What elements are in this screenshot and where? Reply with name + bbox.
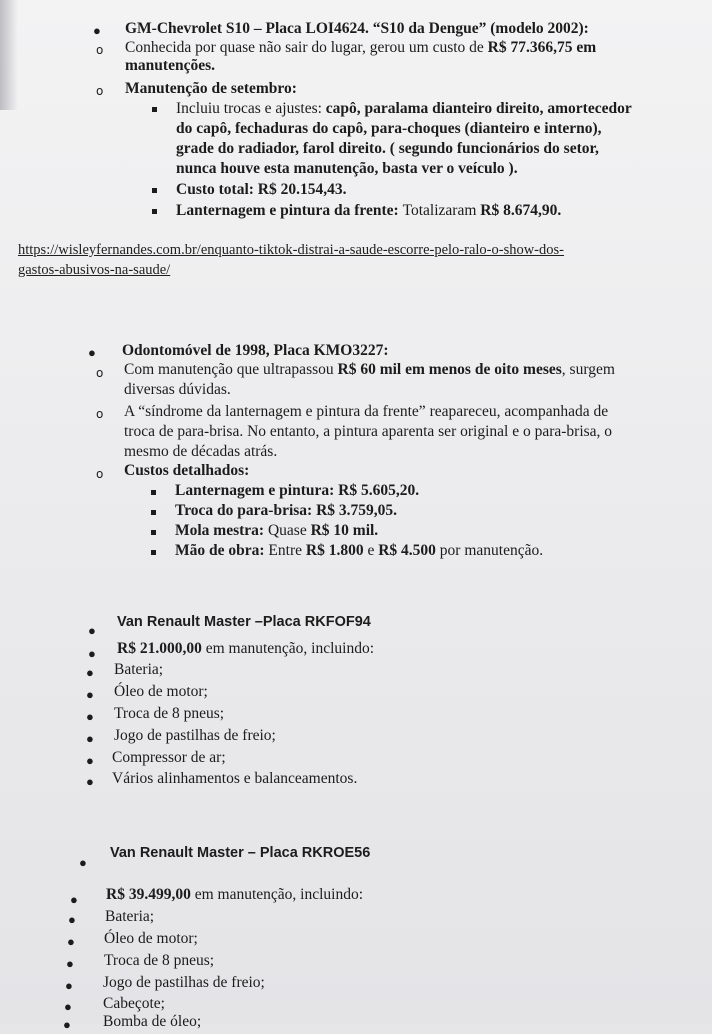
odonto-item-2-cont: mesmo de décadas atrás. [124, 443, 278, 460]
bullet-square [152, 188, 157, 193]
text-bold: Lanternagem e pintura da frente: [176, 202, 403, 219]
amount: R$ 39.499,00 [106, 886, 191, 903]
source-link[interactable]: https://wisleyfernandes.com.br/enquanto-tiktok-distrai-a-saude-escorre-pelo-ralo-o-show-dos- [18, 242, 564, 258]
odonto-item-1-cont: diversas dúvidas. [124, 381, 231, 398]
bullet-circle: o [96, 43, 104, 57]
van1-item: Troca de 8 pneus; [114, 705, 225, 722]
amount: R$ 8.674,90. [480, 202, 562, 219]
van2-item: Bateria; [105, 908, 155, 925]
s10-item-2-heading: Manutenção de setembro: [125, 80, 297, 97]
text-bold: Mão de obra: [175, 542, 269, 559]
amount: R$ 21.000,00 [117, 640, 202, 657]
bullet-dot: ● [88, 623, 96, 638]
bullet-dot: ● [64, 999, 72, 1014]
bullet-square [151, 510, 156, 515]
text: Com manutenção que ultrapassou [124, 361, 338, 378]
text: Entre [268, 542, 306, 559]
text: Conhecida por quase não sair do lugar, gerou um custo de [125, 39, 488, 56]
van2-item: Troca de 8 pneus; [104, 952, 215, 969]
van2-item: Bomba de óleo; [103, 1013, 202, 1030]
text: Totalizaram [402, 202, 481, 219]
odonto-item-1 [124, 361, 615, 379]
source-link[interactable]: gastos-abusivos-na-saude/ [18, 262, 171, 278]
text: , surgem [561, 361, 615, 378]
bullet-square [151, 530, 156, 535]
amount: R$ 4.500 [378, 542, 436, 559]
bullet-square [152, 107, 157, 112]
source-link-line-1[interactable] [18, 241, 564, 259]
text: Quase [267, 522, 311, 539]
bullet-dot: ● [63, 1017, 71, 1032]
s10-sub-3 [176, 202, 561, 220]
bullet-circle: o [96, 407, 104, 421]
text-bold: capô, paralama dianteiro direito, amortecedor [325, 100, 632, 117]
odonto-cost-1: Lanternagem e pintura: R$ 5.605,20. [175, 482, 420, 499]
amount: R$ 1.800 [305, 542, 364, 559]
bullet-circle: o [96, 84, 104, 98]
van1-item: Jogo de pastilhas de freio; [114, 727, 276, 744]
bullet-dot: ● [86, 687, 94, 702]
bullet-square [151, 490, 156, 495]
amount: R$ 10 mil. [310, 522, 379, 539]
text-bold: R$ 60 mil em menos de oito meses [337, 361, 562, 378]
bullet-dot: ● [88, 345, 96, 360]
bullet-dot: ● [88, 646, 96, 661]
bullet-dot: ● [66, 956, 74, 971]
bullet-dot: ● [86, 753, 94, 768]
van1-item: Bateria; [114, 661, 164, 678]
text: por manutenção. [435, 542, 544, 559]
van1-item: Compressor de ar; [112, 749, 226, 766]
bullet-dot: ● [65, 978, 73, 993]
odonto-item-3-heading: Custos detalhados: [124, 462, 250, 479]
s10-item-1 [125, 39, 596, 57]
bullet-dot: ● [79, 855, 87, 870]
odonto-cost-3 [175, 522, 378, 540]
bullet-dot: ● [86, 774, 94, 789]
odonto-item-2: A “síndrome da lanternagem e pintura da frente” reapareceu, acompanhada de [124, 403, 609, 420]
text: em manutenção, incluindo: [201, 640, 375, 657]
odonto-cost-4 [175, 542, 543, 560]
bullet-dot: ● [86, 709, 94, 724]
van1-title: Van Renault Master –Placa RKFOF94 [117, 614, 371, 630]
text: Incluiu trocas e ajustes: [176, 100, 326, 117]
van2-title: Van Renault Master – Placa RKROE56 [110, 845, 371, 861]
odonto-cost-2: Troca do para-brisa: R$ 3.759,05. [175, 502, 398, 519]
bullet-circle: o [96, 467, 104, 481]
amount: R$ 77.366,75 em [487, 39, 597, 56]
s10-sub-2: Custo total: R$ 20.154,43. [176, 181, 347, 198]
bullet-square [151, 550, 156, 555]
bullet-square [152, 209, 157, 214]
van2-item: Jogo de pastilhas de freio; [103, 974, 265, 991]
page-shadow [0, 0, 18, 110]
bullet-dot: ● [68, 912, 76, 927]
s10-title: GM-Chevrolet S10 – Placa LOI4624. “S10 da Dengue” (modelo 2002): [125, 20, 589, 37]
bullet-circle: o [96, 366, 104, 380]
van2-item: Cabeçote; [103, 995, 165, 1012]
van2-item: Óleo de motor; [104, 930, 198, 947]
bullet-dot: ● [86, 665, 94, 680]
odonto-title: Odontomóvel de 1998, Placa KMO3227: [122, 342, 389, 359]
s10-sub-1-cont: nunca houve esta manutenção, basta ver o veículo ). [176, 160, 518, 177]
bullet-dot: ● [93, 23, 101, 38]
bullet-dot: ● [70, 892, 78, 907]
s10-sub-1 [176, 100, 632, 118]
van1-total [117, 640, 374, 658]
text-bold: Mola mestra: [175, 522, 268, 539]
van2-total [106, 886, 363, 904]
van1-item: Óleo de motor; [114, 683, 208, 700]
source-link-line-2[interactable] [18, 261, 170, 279]
text: em manutenção, incluindo: [190, 886, 364, 903]
bullet-dot: ● [86, 731, 94, 746]
s10-item-1-cont: manutenções. [125, 57, 215, 74]
s10-sub-1-cont: do capô, fechaduras do capô, para-choques (dianteiro e interno), [176, 120, 602, 137]
s10-sub-1-cont: grade do radiador, farol direito. ( segundo funcionários do setor, [176, 140, 599, 157]
van1-item: Vários alinhamentos e balanceamentos. [112, 770, 358, 787]
odonto-item-2-cont: troca de para-brisa. No entanto, a pintura aparenta ser original e o para-brisa, o [124, 423, 613, 440]
text: e [363, 542, 379, 559]
bullet-dot: ● [67, 934, 75, 949]
